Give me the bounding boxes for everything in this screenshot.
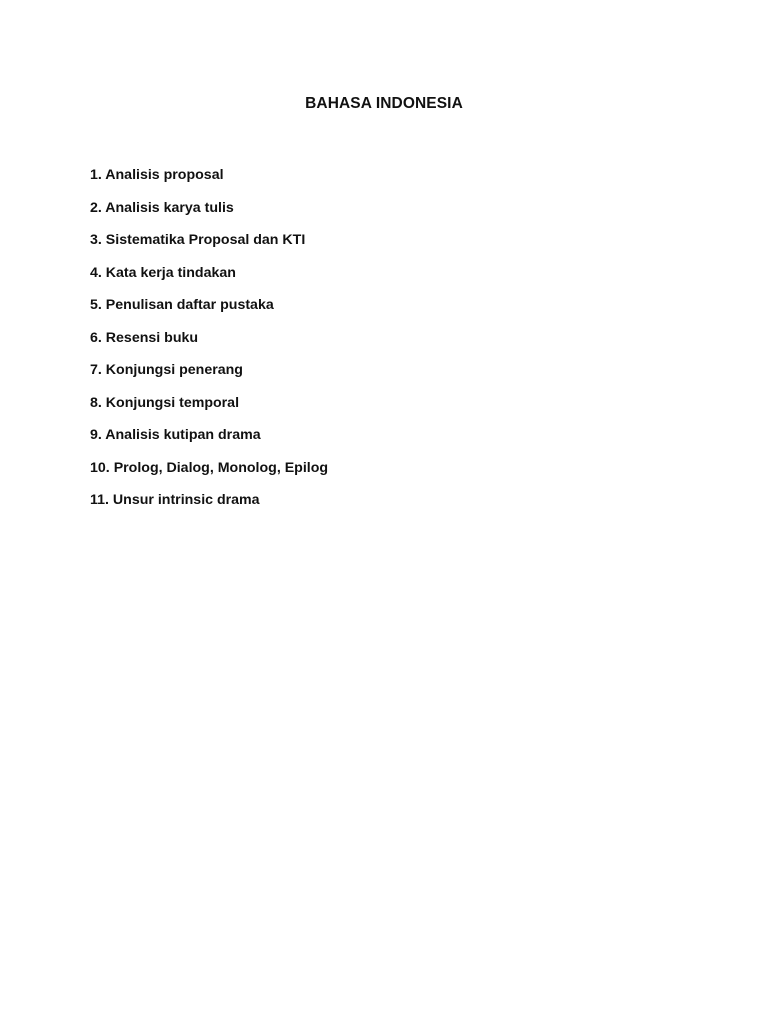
- list-item-number: 7.: [90, 362, 102, 378]
- list-item: [90, 425, 328, 458]
- list-item: [90, 263, 328, 296]
- list-item: [90, 393, 328, 426]
- list-item-number: 10.: [90, 459, 110, 476]
- list-item-number: 4.: [90, 264, 102, 281]
- list-item-text: Analisis proposal: [105, 167, 224, 183]
- list-item-number: 2.: [90, 199, 102, 216]
- list-item-text: Konjungsi penerang: [105, 362, 243, 378]
- list-item-text: Konjungsi temporal: [105, 394, 240, 411]
- list-item: [90, 490, 328, 523]
- document-title: BAHASA INDONESIA: [305, 95, 463, 112]
- list-item-text: Sistematika Proposal dan KTI: [105, 232, 306, 248]
- list-item: [90, 165, 328, 198]
- list-item-number: 11.: [90, 492, 109, 508]
- list-item-number: 1.: [90, 167, 102, 183]
- list-item-number: 8.: [90, 394, 102, 411]
- list-item-number: 6.: [90, 329, 102, 346]
- list-item-text: Penulisan daftar pustaka: [105, 297, 274, 313]
- topic-list: [90, 165, 328, 523]
- list-item-text: Kata kerja tindakan: [105, 264, 236, 281]
- list-item-number: 3.: [90, 232, 102, 248]
- list-item-number: 5.: [90, 297, 102, 313]
- list-item: [90, 458, 328, 491]
- list-item-number: 9.: [90, 427, 102, 443]
- list-item: [90, 360, 328, 393]
- list-item: [90, 230, 328, 263]
- list-item-text: Analisis kutipan drama: [105, 427, 261, 443]
- list-item-text: Analisis karya tulis: [105, 199, 234, 216]
- list-item: [90, 328, 328, 361]
- list-item-text: Unsur intrinsic drama: [112, 492, 260, 508]
- list-item-text: Resensi buku: [105, 329, 199, 346]
- list-item: [90, 198, 328, 231]
- list-item: [90, 295, 328, 328]
- list-item-text: Prolog, Dialog, Monolog, Epilog: [113, 459, 329, 476]
